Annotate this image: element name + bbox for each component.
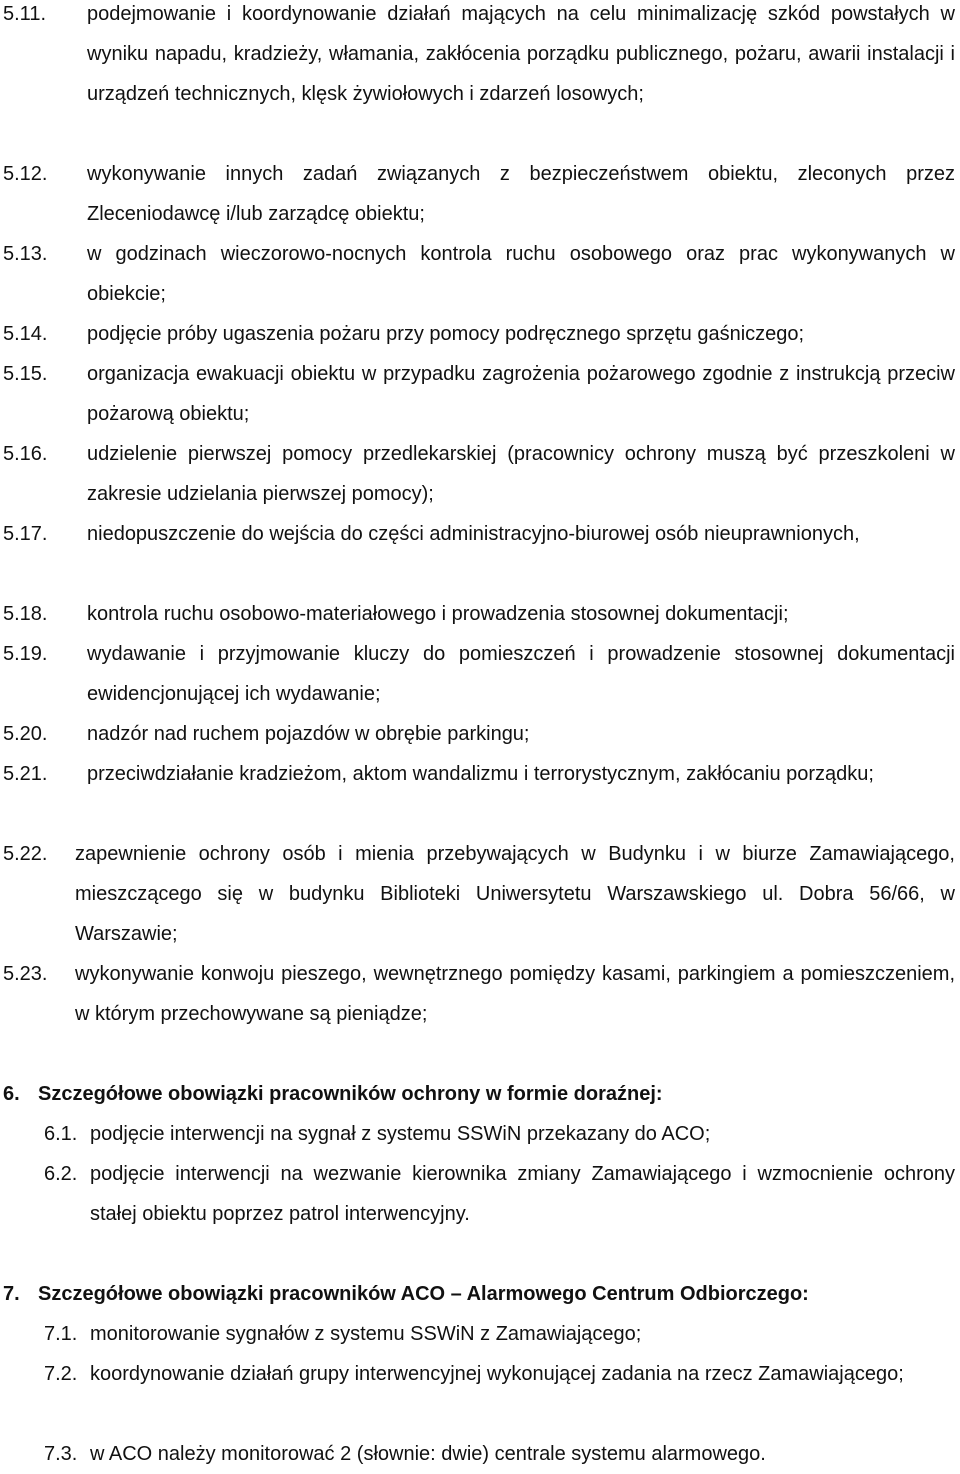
list-item-5-15 bbox=[3, 354, 955, 434]
item-number: 5.22. bbox=[3, 843, 48, 865]
section-title: Szczegółowe obowiązki pracowników ACO – Alarmowego Centrum Odbiorczego: bbox=[38, 1283, 809, 1305]
list-item-5-23 bbox=[3, 954, 955, 1034]
item-text: w godzinach wieczorowo-nocnych kontrola ruchu osobowego oraz prac wykonywanych w obiekcie; bbox=[87, 243, 955, 305]
item-text: organizacja ewakuacji obiektu w przypadku zagrożenia pożarowego zgodnie z instrukcją przeciw pożarową obiektu; bbox=[87, 363, 955, 425]
item-text: wykonywanie konwoju pieszego, wewnętrznego pomiędzy kasami, parkingiem a pomieszczeniem, w którym przechowywane są pieniądze; bbox=[75, 963, 955, 1025]
item-number: 7.2. bbox=[44, 1363, 78, 1385]
item-number: 5.20. bbox=[3, 723, 48, 745]
item-text: kontrola ruchu osobowo-materiałowego i prowadzenia stosownej dokumentacji; bbox=[87, 603, 789, 625]
list-item-5-22 bbox=[3, 834, 955, 954]
list-item-6-1 bbox=[44, 1114, 955, 1154]
list-item-7-3 bbox=[44, 1434, 955, 1474]
item-number: 5.23. bbox=[3, 963, 48, 985]
item-number: 5.14. bbox=[3, 323, 48, 345]
list-item-6-2 bbox=[44, 1154, 955, 1234]
list-item-5-12 bbox=[3, 154, 955, 234]
list-item-7-2 bbox=[44, 1354, 955, 1394]
list-item-7-1 bbox=[44, 1314, 955, 1354]
list-item-5-14 bbox=[3, 314, 955, 354]
item-number: 5.18. bbox=[3, 603, 48, 625]
item-text: podjęcie interwencji na sygnał z systemu SSWiN przekazany do ACO; bbox=[90, 1123, 711, 1145]
item-text: podjęcie interwencji na wezwanie kierownika zmiany Zamawiającego i wzmocnienie ochrony stałej obiektu poprzez patrol interwencyjny. bbox=[90, 1163, 955, 1225]
list-item-5-17 bbox=[3, 514, 955, 554]
item-text: podjęcie próby ugaszenia pożaru przy pomocy podręcznego sprzętu gaśniczego; bbox=[87, 323, 805, 345]
item-number: 5.15. bbox=[3, 363, 48, 385]
section-heading-7 bbox=[3, 1274, 955, 1314]
item-text: podejmowanie i koordynowanie działań mających na celu minimalizację szkód powstałych w wyniku napadu, kradzieży, włamania, zakłócenia porządku publicznego, pożaru, awarii instalacji i urządzeń technicznych, klęsk żywiołowych i zdarzeń losowych; bbox=[87, 3, 955, 105]
section-number: 7. bbox=[3, 1283, 20, 1305]
item-text: zapewnienie ochrony osób i mienia przebywających w Budynku i w biurze Zamawiającego, mieszczącego się w budynku Biblioteki Uniwersytetu Warszawskiego ul. Dobra 56/66, w Warszawie; bbox=[75, 843, 955, 945]
item-number: 5.19. bbox=[3, 643, 48, 665]
item-text: udzielenie pierwszej pomocy przedlekarskiej (pracownicy ochrony muszą być przeszkoleni w zakresie udzielania pierwszej pomocy); bbox=[87, 443, 955, 505]
item-text: monitorowanie sygnałów z systemu SSWiN z Zamawiającego; bbox=[90, 1323, 642, 1345]
item-number: 5.16. bbox=[3, 443, 48, 465]
section-number: 6. bbox=[3, 1083, 20, 1105]
list-item-5-13 bbox=[3, 234, 955, 314]
list-item-5-11 bbox=[3, 0, 955, 114]
item-text: nadzór nad ruchem pojazdów w obrębie parkingu; bbox=[87, 723, 530, 745]
item-text: w ACO należy monitorować 2 (słownie: dwie) centrale systemu alarmowego. bbox=[90, 1443, 766, 1465]
item-number: 5.12. bbox=[3, 163, 48, 185]
item-number: 7.1. bbox=[44, 1323, 78, 1345]
item-text: wydawanie i przyjmowanie kluczy do pomieszczeń i prowadzenie stosownej dokumentacji ewidencjonującej ich wydawanie; bbox=[87, 643, 955, 705]
item-number: 5.11. bbox=[3, 3, 46, 25]
list-item-5-20 bbox=[3, 714, 955, 754]
list-item-5-19 bbox=[3, 634, 955, 714]
item-text: niedopuszczenie do wejścia do części administracyjno-biurowej osób nieuprawnionych, bbox=[87, 523, 860, 545]
item-text: koordynowanie działań grupy interwencyjnej wykonującej zadania na rzecz Zamawiającego; bbox=[90, 1363, 904, 1385]
list-item-5-21 bbox=[3, 754, 955, 794]
item-number: 5.21. bbox=[3, 763, 48, 785]
item-number: 5.13. bbox=[3, 243, 48, 265]
section-title: Szczegółowe obowiązki pracowników ochrony w formie doraźnej: bbox=[38, 1083, 663, 1105]
section-heading-6 bbox=[3, 1074, 955, 1114]
list-item-5-16 bbox=[3, 434, 955, 514]
list-item-5-18 bbox=[3, 594, 955, 634]
item-text: wykonywanie innych zadań związanych z bezpieczeństwem obiektu, zleconych przez Zleceniodawcę i/lub zarządcę obiektu; bbox=[87, 163, 955, 225]
item-number: 6.1. bbox=[44, 1123, 78, 1145]
item-number: 7.3. bbox=[44, 1443, 78, 1465]
item-number: 5.17. bbox=[3, 523, 48, 545]
item-number: 6.2. bbox=[44, 1163, 78, 1185]
item-text: przeciwdziałanie kradzieżom, aktom wandalizmu i terrorystycznym, zakłócaniu porządku; bbox=[87, 763, 874, 785]
